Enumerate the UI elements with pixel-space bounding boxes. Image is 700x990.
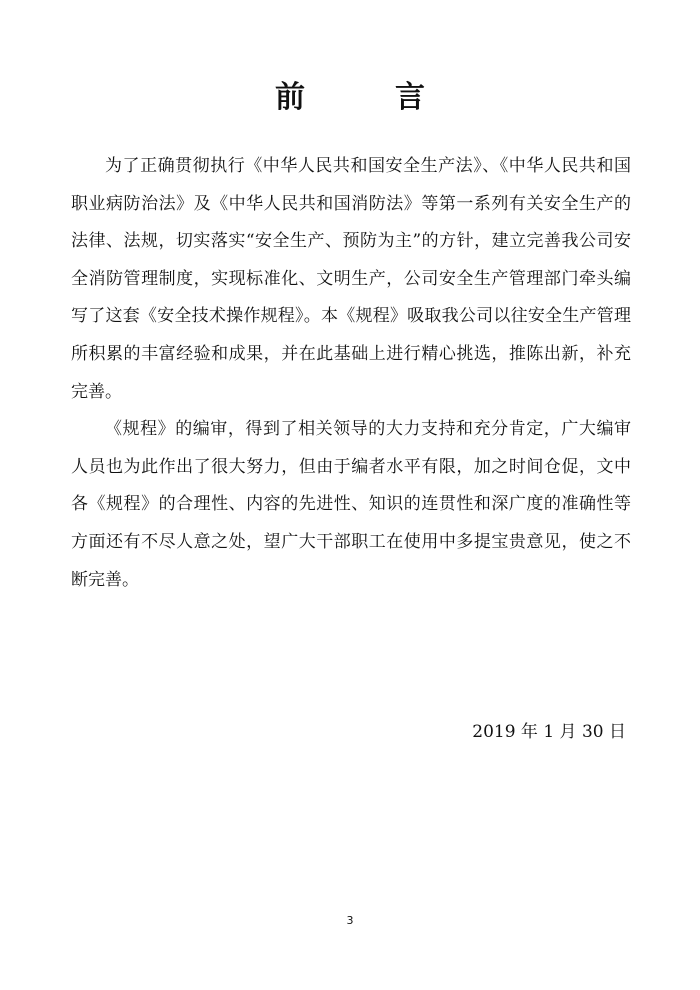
- page-title: 前 言: [275, 80, 455, 115]
- paragraph-2: 《规程》的编审，得到了相关领导的大力支持和充分肯定，广大编审人员也为此作出了很大努力，但由于编者水平有限，加之时间仓促，文中各《规程》的合理性、内容的先进性、知识的连贯性和深广度的准确性等方面还有不尽人意之处，望广大干部职工在使用中多提宝贵意见，使之不断完善。: [71, 419, 631, 590]
- page-number: 3: [346, 914, 354, 927]
- paragraph-1: 为了正确贯彻执行《中华人民共和国安全生产法》、《中华人民共和国职业病防治法》及《中华人民共和国消防法》等第一系列有关安全生产的法律、法规，切实落实“安全生产、预防为主”的方针，建立完善我公司安全消防管理制度，实现标准化、文明生产，公司安全生产管理部门牵头编写了这套《安全技术操作规程》。本《规程》吸取我公司以往安全生产管理所积累的丰富经验和成果，并在此基础上进行精心挑选，推陈出新，补充完善。: [71, 156, 631, 402]
- body-text: [71, 148, 631, 599]
- document-date: 2019 年 1 月 30 日: [472, 722, 626, 742]
